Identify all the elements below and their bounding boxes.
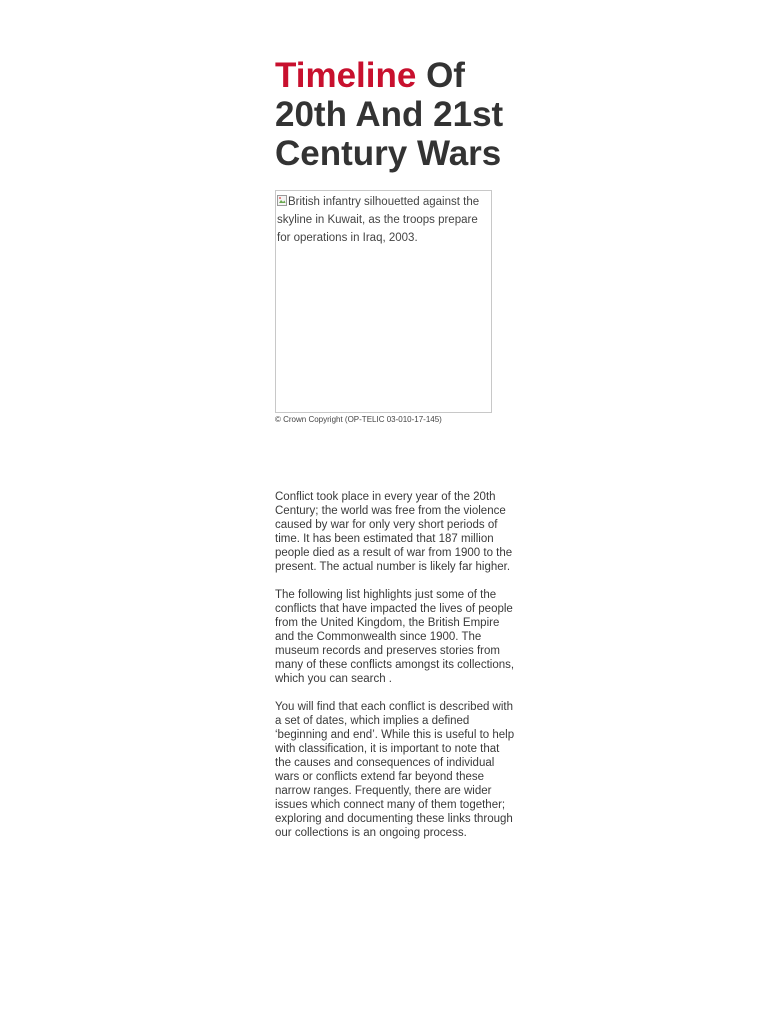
paragraph: The following list highlights just some of the conflicts that have impacted the lives of people from the United Kingdom, the British Empire and the Commonwealth since 1900. The museum records and preserves stories from many of these conflicts amongst its collections, which you can search . xyxy=(275,589,515,685)
article-body xyxy=(275,490,515,840)
image-credit: © Crown Copyright (OP-TELIC 03-010-17-145) xyxy=(275,415,442,424)
article xyxy=(275,56,515,854)
paragraph: Conflict took place in every year of the 20th Century; the world was free from the violence caused by war for only very short periods of time. It has been estimated that 187 million people died as a result of war from 1900 to the present. The actual number is likely far higher. xyxy=(275,491,513,573)
page-title xyxy=(275,56,515,173)
article-image xyxy=(275,190,492,413)
title-rest: Of 20th And 21st Century Wars xyxy=(275,56,504,173)
paragraph: You will find that each conflict is described with a set of dates, which implies a defined ‘beginning and end’. While this is useful to help with classification, it is important to note that the causes and consequences of individual wars or conflicts extend far beyond these narrow ranges. Frequently, there are wider issues which connect many of them together; exploring and documenting these links through our collections is an ongoing process. xyxy=(275,701,515,839)
broken-image-icon xyxy=(277,195,287,206)
image-alt-text: British infantry silhouetted against the skyline in Kuwait, as the troops prepare for operations in Iraq, 2003. xyxy=(277,196,480,244)
title-accent: Timeline xyxy=(275,56,417,95)
